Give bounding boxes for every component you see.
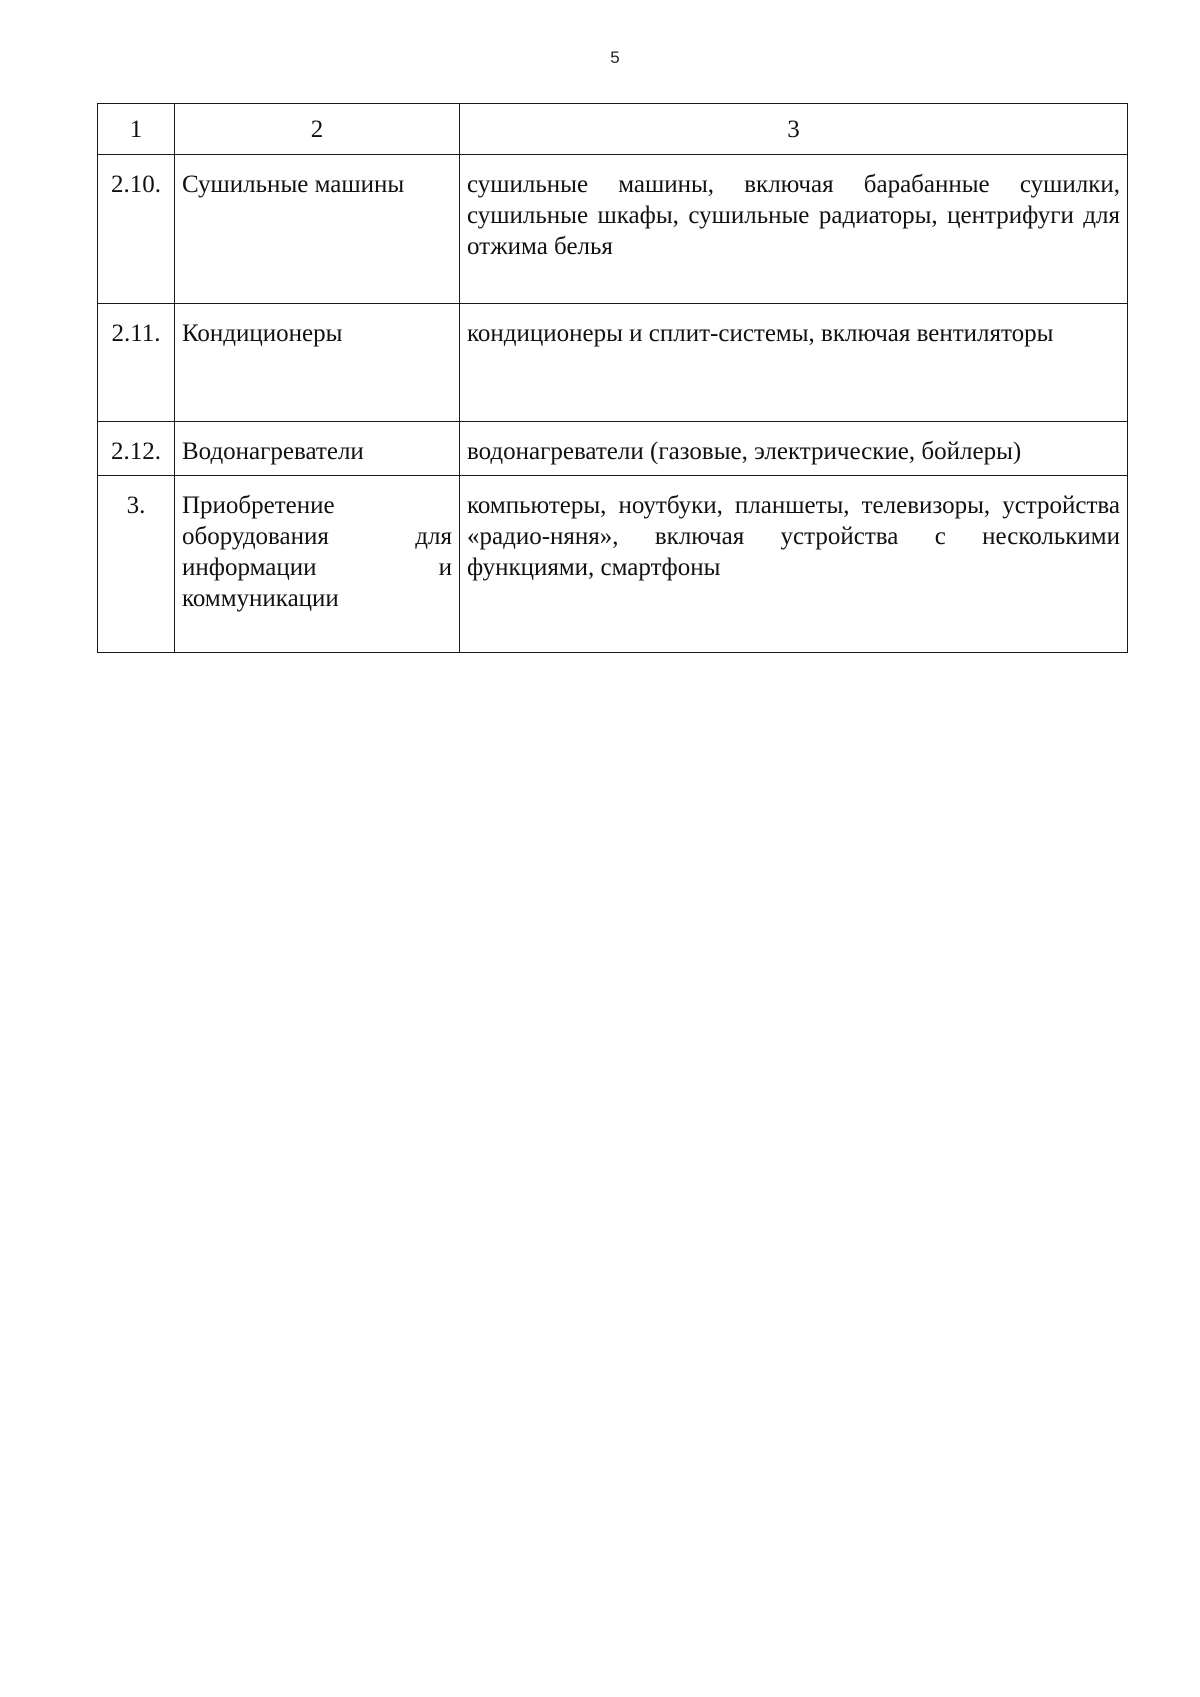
- column-header-3: 3: [460, 104, 1128, 155]
- row-number: 2.12.: [98, 422, 175, 476]
- row-description: компьютеры, ноутбуки, планшеты, телевизоры, устройства «радио-няня», включая устройства с несколькими функциями, смартфоны: [460, 476, 1128, 653]
- row-number: 3.: [98, 476, 175, 653]
- table-header-row: [98, 104, 1128, 155]
- page-number: 5: [610, 48, 620, 67]
- row-name: Кондиционеры: [175, 304, 460, 422]
- row-description: водонагреватели (газовые, электрические, бойлеры): [460, 422, 1128, 476]
- column-header-2: 2: [175, 104, 460, 155]
- row-name: Приобретение оборудования для информации и коммуникации: [175, 476, 460, 653]
- table-row: [98, 155, 1128, 304]
- row-number: 2.11.: [98, 304, 175, 422]
- column-header-1: 1: [98, 104, 175, 155]
- table-row: [98, 422, 1128, 476]
- row-description: кондиционеры и сплит-системы, включая вентиляторы: [460, 304, 1128, 422]
- table-row: [98, 476, 1128, 653]
- table-row: [98, 304, 1128, 422]
- equipment-table: [97, 103, 1128, 653]
- row-description: сушильные машины, включая барабанные сушилки, сушильные шкафы, сушильные радиаторы, центрифуги для отжима белья: [460, 155, 1128, 304]
- row-name: Водонагреватели: [175, 422, 460, 476]
- row-name: Сушильные машины: [175, 155, 460, 304]
- row-number: 2.10.: [98, 155, 175, 304]
